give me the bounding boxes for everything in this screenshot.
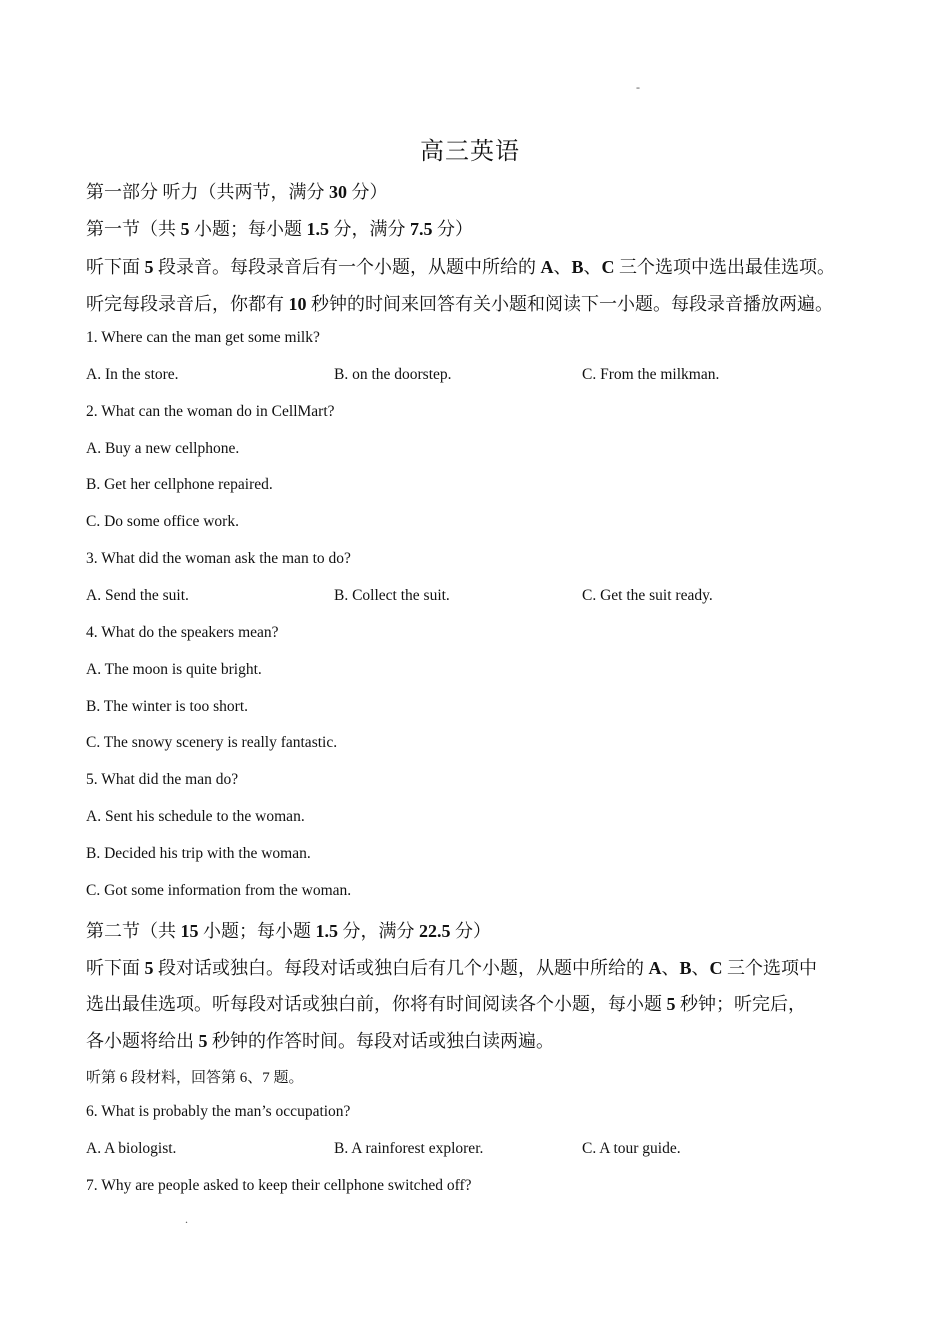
question-3-stem: 3. What did the woman ask the man to do?: [86, 550, 351, 567]
section2-instructions-line3: 各小题将给出 5 秒钟的作答时间。每段对话或独白读两遍。: [86, 1031, 554, 1051]
section2-instructions-line2: 选出最佳选项。听每段对话或独白前，你将有时间阅读各个小题，每小题 5 秒钟；听完后，: [86, 994, 806, 1014]
page-title: 高三英语: [420, 139, 520, 165]
question-6-option-c: C. A tour guide.: [582, 1140, 681, 1157]
section2-instructions-line1: 听下面 5 段对话或独白。每段对话或独白后有几个小题，从题中所给的 A、B、C 三个选项中: [86, 958, 818, 978]
question-4-stem: 4. What do the speakers mean?: [86, 624, 279, 641]
question-1-stem: 1. Where can the man get some milk?: [86, 329, 320, 346]
section1-instructions-line2: 听完每段录音后，你都有 10 秒钟的时间来回答有关小题和阅读下一小题。每段录音播放两遍。: [86, 294, 833, 314]
question-4-option-b: B. The winter is too short.: [86, 698, 249, 715]
section1-heading: 第一节（共 5 小题；每小题 1.5 分，满分 7.5 分）: [86, 219, 473, 239]
question-1-option-b: B. on the doorstep.: [334, 366, 452, 383]
question-2-stem: 2. What can the woman do in CellMart?: [86, 403, 335, 420]
header-mark: -: [636, 80, 640, 94]
question-4-option-c: C. The snowy scenery is really fantastic.: [86, 734, 338, 751]
section1-instructions-line1: 听下面 5 段录音。每段录音后有一个小题，从题中所给的 A、B、C 三个选项中选出最佳选项。: [86, 257, 836, 277]
question-6-option-a: A. A biologist.: [86, 1140, 177, 1157]
question-6-stem: 6. What is probably the man’s occupation?: [86, 1103, 351, 1120]
material-6-note: 听第 6 段材料，回答第 6、7 题。: [86, 1070, 304, 1086]
question-3-option-a: A. Send the suit.: [86, 587, 189, 604]
question-3-option-c: C. Get the suit ready.: [582, 587, 713, 604]
question-5-stem: 5. What did the man do?: [86, 771, 239, 788]
question-5-option-b: B. Decided his trip with the woman.: [86, 845, 311, 862]
part1-heading: 第一部分 听力（共两节，满分 30 分）: [86, 182, 388, 202]
section2-heading: 第二节（共 15 小题；每小题 1.5 分，满分 22.5 分）: [86, 921, 491, 941]
question-4-option-a: A. The moon is quite bright.: [86, 661, 262, 678]
question-7-stem: 7. Why are people asked to keep their cellphone switched off?: [86, 1177, 472, 1194]
question-3-option-b: B. Collect the suit.: [334, 587, 450, 604]
question-2-option-a: A. Buy a new cellphone.: [86, 440, 240, 457]
question-1-option-c: C. From the milkman.: [582, 366, 720, 383]
footer-mark: .: [185, 1212, 188, 1226]
question-5-option-c: C. Got some information from the woman.: [86, 882, 352, 899]
question-1-option-a: A. In the store.: [86, 366, 179, 383]
question-5-option-a: A. Sent his schedule to the woman.: [86, 808, 305, 825]
question-2-option-c: C. Do some office work.: [86, 513, 239, 530]
question-6-option-b: B. A rainforest explorer.: [334, 1140, 484, 1157]
question-2-option-b: B. Get her cellphone repaired.: [86, 476, 273, 493]
